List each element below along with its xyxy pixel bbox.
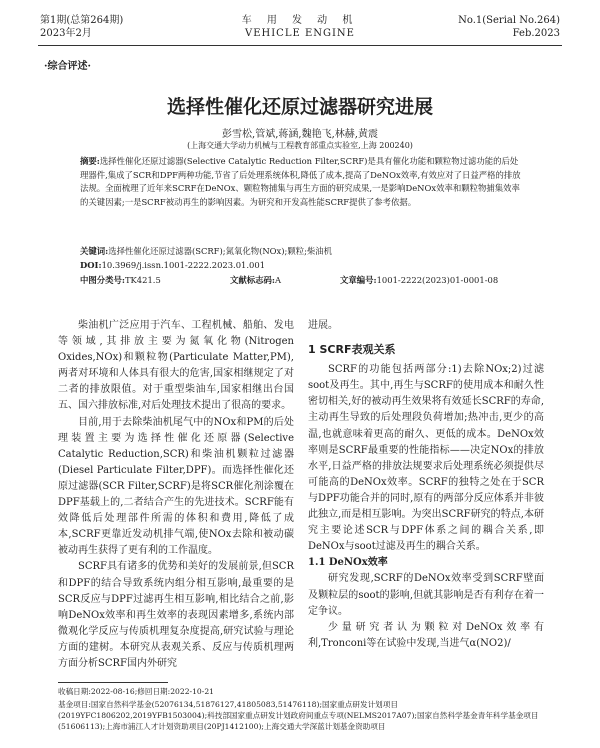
classification-row: [80, 274, 525, 286]
header-issue-number: 第1期(总第264期): [40, 15, 124, 26]
footnote-divider: [58, 682, 168, 683]
abstract-label: 摘要:: [80, 156, 100, 166]
right-paragraph: 研究发现,SCRF的DeNOx效率受到SCRF壁面及颗粒层的soot的影响,但就其影响是否有利存在着一定争议。: [308, 573, 544, 617]
keywords: [80, 245, 525, 259]
header-journal-cn: 车 用 发 动 机: [241, 15, 359, 26]
code-label: 文献标志码:: [230, 275, 275, 285]
left-paragraph: SCRF具有诸多的优势和美好的发展前景,但SCR和DPF的结合导致系统内组分相互影响,最重要的是SCR反应与DPF过滤再生相互影响,相比结合之前,影响DeNOx效率和再生效率的表现因素增多,系统内部微观化学反应与传质机理复杂度提高,研究试验与理论方面的建树。本研究从表观关系、反应与传质机理两方面分析SCRF国内外研究: [58, 561, 294, 669]
left-paragraph: 目前,用于去除柴油机尾气中的NOx和PM的后处理装置主要为选择性催化还原器(Selective Catalytic Reduction,SCR)和柴油机颗粒过滤器(Diesel Particulate Filter,DPF)。而选择性催化还原过滤器(SCR Filter,SCRF)是将SCR催化剂涂覆在DPF基载上的,二者结合产生的先进技术。SCRF能有效降低后处理部件所需的体积和费用,降低了成本,SCRF更靠近发动机排气端,使NOx去除和被动碳被动再生获得了更有利的工作温度。: [58, 416, 294, 557]
doi-label: DOI:: [80, 260, 102, 270]
header-date-en: Feb.2023: [512, 28, 560, 39]
right-paragraph: SCRF的功能包括两部分:1)去除NOx;2)过滤soot及再生。其中,再生与SCRF的使用成本和耐久性密切相关,好的被动再生效果将有效延长SCRF的寿命,主动再生导致的后处理段负荷增加;热冲击,更少的高温,也就意味着更高的耐久、更低的成本。DeNOx效率则是SCRF最重要的性能指标——决定NOx的排放水平,日益严格的排放法规要求后处理系统必须提供尽可能高的DeNOx效率。SCRF的独特之处在于SCR与DPF功能合并的同时,原有的两部分反应体系并非彼此独立,而是相互影响。为突出SCRF研究的特点,本研究主要论述SCR与DPF体系之间的耦合关系,即DeNOx与soot过滤及再生的耦合关系。: [308, 364, 544, 553]
doi-value: 10.3969/j.issn.1001-2222.2023.01.001: [101, 260, 266, 270]
left-paragraph: 柴油机广泛应用于汽车、工程机械、船舶、发电等领域,其排放主要为氮氧化物(Nitrogen Oxides,NOx)和颗粒物(Particulate Matter,PM),两者对环境和人体具有很大的危害,国家相继规定了对二者的排放限值。对于重型柴油车,国家相继出台国五、国六排放标准,对后处理技术提出了很高的要求。: [58, 320, 294, 412]
right-intro: 进展。: [308, 320, 338, 331]
footnote-funding: 基金项目:国家自然科学基金(52076134,51876127,41805083,51476118);国家重点研发计划项目(2019YFC1806202,2019YFB1503004);科技部国家重点研发计划政府间重点专项(NELMS2017A07);国家自然科学基金青年科学基金项目(51606113);上海市浦江人才计划资助项目(20PJ1412100);上海交通大学深蓝计划基金资助项目: [58, 700, 539, 731]
right-paragraph: 少量研究者认为颗粒对DeNOx效率有利,Tronconi等在试验中发现,当进气α(NO2)/: [308, 621, 544, 649]
keywords-label: 关键词:: [80, 246, 109, 256]
class-label: 中图分类号:: [80, 275, 125, 285]
header-issue-en: [458, 14, 560, 40]
section-tag: ·综合评述·: [44, 61, 91, 72]
header-journal-en: VEHICLE ENGINE: [244, 28, 355, 39]
left-column: [58, 318, 294, 672]
code-value: A: [274, 275, 282, 285]
abstract-text: 选择性催化还原过滤器(Selective Catalytic Reduction Filter,SCRF)是具有催化功能和颗粒物过滤功能的后处理器件,集成了SCR和DPF两种功能,节省了后处理系统体积,降低了成本,提高了DeNOx效率,有效应对了日益严格的排放法规。全面梳理了近年来SCRF在DeNOx、颗粒物捕集与再生方面的研究成果,一是影响DeNOx效率和颗粒物捕集效率的关键因素;一是SCRF被动再生的影响因素。为研究和开发高性能SCRF提供了参考依据。: [80, 156, 521, 207]
paper-title: 选择性催化还原过滤器研究进展: [166, 96, 433, 118]
authors: 彭雪松,管斌,蒋涵,魏艳飞,林赫,黄震: [222, 129, 378, 140]
keywords-text: 选择性催化还原过滤器(SCRF);氮氧化物(NOx);颗粒;柴油机: [108, 246, 333, 256]
abstract: [80, 155, 525, 249]
footnote-dates: 收稿日期:2022-08-16;修回日期:2022-10-21: [58, 687, 214, 696]
header-divider: [38, 45, 562, 46]
right-column: [308, 318, 544, 652]
subsection-heading: 1.1 DeNOx效率: [308, 557, 388, 569]
article-label: 文章编号:: [340, 275, 377, 285]
header-date: 2023年2月: [40, 28, 92, 39]
section-heading: 1 SCRF表观关系: [308, 343, 396, 357]
affiliation: (上海交通大学动力机械与工程教育部重点实验室,上海 200240): [187, 141, 413, 150]
doi: [80, 259, 525, 273]
class-value: TK421.5: [124, 275, 161, 285]
header-issue-number-en: No.1(Serial No.264): [458, 15, 560, 26]
article-value: 1001-2222(2023)01-0001-08: [376, 275, 499, 285]
